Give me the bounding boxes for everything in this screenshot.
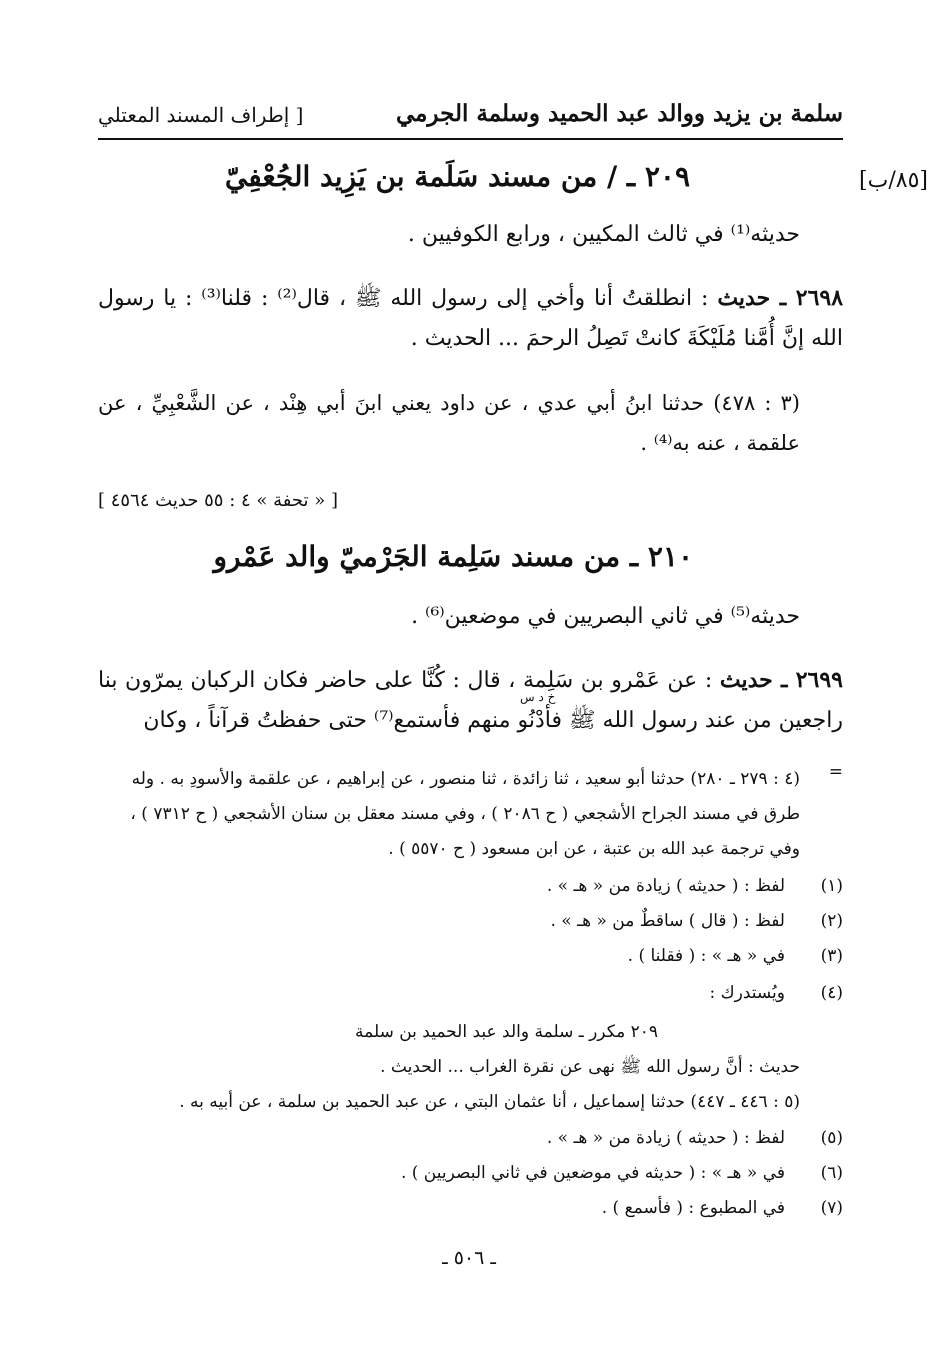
hadith-2698-text: : انطلقتُ أنا وأخي إلى رسول الله ﷺ ، قال⁽²⁾ : قلنا⁽³⁾ : يا رسول الله إنَّ أُمَّنا مُلَيْكَةَ كانتْ تَصِلُ الرحمَ ... الحديث .: [98, 286, 843, 351]
hadith-2699-sigla: خ د س: [520, 690, 556, 704]
header-rule: [98, 138, 843, 140]
footnote-2-text: لفظ : ( قال ) ساقطٌ من « هـ » .: [550, 911, 785, 931]
footnote-4: [709, 983, 843, 1003]
footnote-6: [401, 1163, 843, 1183]
footnote-6-number: (٦): [820, 1163, 843, 1183]
footnote-7-number: (٧): [820, 1198, 843, 1218]
footnote-6-text: في « هـ » : ( حديثه في موضعين في ثاني البصريين ) .: [400, 1163, 785, 1183]
footnote-5-number: (٥): [820, 1128, 843, 1148]
footnote-1-number: (١): [820, 876, 843, 896]
footnote-5-text: لفظ : ( حديثه ) زيادة من « هـ » .: [546, 1128, 785, 1148]
footnote-3-text: في « هـ » : ( فقلنا ) .: [627, 946, 785, 966]
footnote-continuation-marker: =: [828, 762, 843, 782]
page-number: ـ ٥٠٦ ـ: [442, 1247, 496, 1269]
section-210-intro: حديثه⁽⁵⁾ في ثاني البصريين في موضعين⁽⁶⁾ .: [411, 604, 800, 629]
hadith-2698: [98, 278, 843, 359]
hadith-2698-number: ٢٦٩٨ ـ حديث: [717, 285, 844, 311]
tuhfa-reference: [ « تحفة » ٤ : ٥٥ حديث ٤٥٦٤ ]: [98, 490, 338, 511]
istidrak-isnad: (٥ : ٤٤٦ ـ ٤٤٧) حدثنا إسماعيل ، أنا عثمان البتي ، عن عبد الحميد بن سلمة ، عن أبيه به .: [179, 1092, 800, 1112]
istidrak-hadith: حديث : أنَّ رسول الله ﷺ نهى عن نقرة الغراب ... الحديث .: [380, 1057, 800, 1077]
margin-note: [٨٥/ب]: [859, 168, 928, 193]
hadith-2699-number: ٢٦٩٩ ـ حديث: [719, 667, 843, 693]
footnote-4-number: (٤): [820, 983, 843, 1003]
footnote-3-number: (٣): [820, 946, 843, 966]
running-header-title: سلمة بن يزيد ووالد عبد الحميد وسلمة الجرمي: [395, 100, 843, 127]
footnote-2: [551, 911, 844, 931]
footnote-5: [547, 1128, 843, 1148]
running-header-book: [ إطراف المسند المعتلي: [98, 103, 304, 127]
footnote-1: [547, 876, 843, 896]
istidrak-title: ٢٠٩ مكرر ـ سلمة والد عبد الحميد بن سلمة: [355, 1022, 658, 1042]
footnote-7: [602, 1198, 843, 1218]
hadith-2699: [98, 660, 843, 741]
footnote-4-text: ويُستدرك :: [709, 983, 785, 1003]
section-210-heading: ٢١٠ ـ من مسند سَلِمة الجَرْميّ والد عَمْرو: [213, 540, 693, 573]
footnote-3: [628, 946, 843, 966]
footnote-continuation: (٤ : ٢٧٩ ـ ٢٨٠) حدثنا أبو سعيد ، ثنا زائدة ، ثنا منصور ، عن إبراهيم ، عن علقمة والأسودِ به . وله طرق في مسند الجراح الأشجعي ( ح ٢٠٨٦ ) ، وفي مسند معقل بن سنان الأشجعي ( ح ٧٣١٢ ) ، وفي ترجمة عبد الله بن عتبة ، عن ابن مسعود ( ح ٥٥٧٠ ) .: [130, 769, 800, 859]
hadith-2698-isnad: (٣ : ٤٧٨) حدثنا ابنُ أبي عدي ، عن داود يعني ابنَ أبي هِنْد ، عن الشَّعْبِيِّ ، عن علقمة ، عنه به⁽⁴⁾ .: [98, 391, 800, 455]
section-209-intro: حديثه⁽¹⁾ في ثالث المكيين ، ورابع الكوفيين .: [407, 222, 800, 247]
section-209-heading: ٢٠٩ ـ / من مسند سَلَمة بن يَزِيد الجُعْفِيّ: [224, 160, 690, 193]
footnote-7-text: في المطبوع : ( فأسمع ) .: [601, 1198, 785, 1218]
footnote-1-text: لفظ : ( حديثه ) زيادة من « هـ » .: [546, 876, 785, 896]
hadith-2699-text: : عن عَمْرو بن سَلِمة ، قال : كُنَّا على حاضر فكان الركبان يمرّون بنا راجعين من عند رسول الله ﷺ فأدْنُو منهم فأستمع⁽⁷⁾ حتى حفظتُ قرآناً ، وكان: [98, 668, 843, 733]
footnote-2-number: (٢): [820, 911, 843, 931]
